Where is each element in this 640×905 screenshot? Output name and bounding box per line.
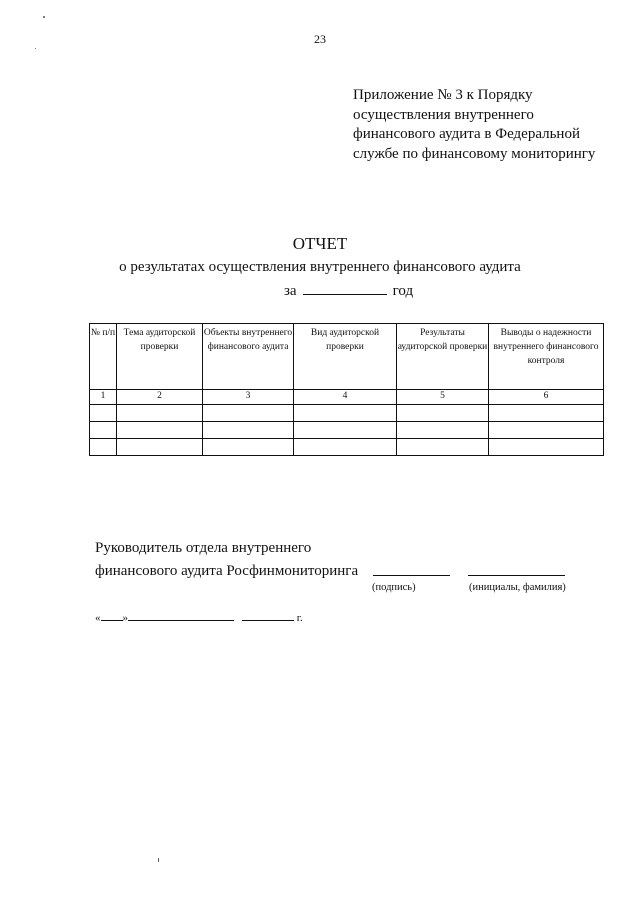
appendix-line: осуществления внутреннего <box>353 106 534 123</box>
signatory-title-line2: финансового аудита Росфинмониторинга <box>95 563 359 579</box>
table-cell[interactable] <box>117 405 203 422</box>
table-cell[interactable] <box>90 422 117 439</box>
scan-speck <box>35 48 36 49</box>
column-number: 1 <box>90 390 117 405</box>
table-cell[interactable] <box>397 405 489 422</box>
column-header-results: Результаты аудиторской проверки <box>397 324 489 390</box>
table-cell[interactable] <box>489 439 604 456</box>
table-cell[interactable] <box>397 439 489 456</box>
close-quote: » <box>122 612 128 624</box>
column-number: 5 <box>397 390 489 405</box>
table-cell[interactable] <box>117 422 203 439</box>
day-blank[interactable] <box>101 610 123 621</box>
column-number: 6 <box>489 390 604 405</box>
table-cell[interactable] <box>489 405 604 422</box>
table-cell[interactable] <box>294 439 397 456</box>
appendix-note <box>353 86 623 164</box>
table-cell[interactable] <box>203 439 294 456</box>
report-subtitle: о результатах осуществления внутреннего финансового аудита <box>119 259 521 275</box>
name-caption: (инициалы, фамилия) <box>469 582 566 593</box>
name-line[interactable] <box>468 575 565 576</box>
appendix-line: финансового аудита в Федеральной <box>353 126 580 142</box>
column-header-topic: Тема аудиторской проверки <box>117 324 203 390</box>
appendix-line: Приложение № 3 к Порядку <box>353 87 533 103</box>
date-line <box>95 610 303 624</box>
table-cell[interactable] <box>90 405 117 422</box>
table-cell[interactable] <box>117 439 203 456</box>
signature-line[interactable] <box>373 575 450 576</box>
table-row <box>90 422 604 439</box>
appendix-line: службе по финансовому мониторингу <box>353 145 596 162</box>
table-cell[interactable] <box>90 439 117 456</box>
table-cell[interactable] <box>203 422 294 439</box>
table-cell[interactable] <box>203 405 294 422</box>
scan-speck <box>158 858 159 862</box>
period-suffix: год <box>392 283 414 299</box>
column-header-type: Вид аудиторской проверки <box>294 324 397 390</box>
month-blank[interactable] <box>128 610 234 621</box>
column-number: 3 <box>203 390 294 405</box>
open-quote: « <box>95 612 101 624</box>
table-cell[interactable] <box>294 405 397 422</box>
signatory-title-line1: Руководитель отдела внутреннего <box>95 540 312 556</box>
column-number: 2 <box>117 390 203 405</box>
report-title: ОТЧЕТ <box>292 234 348 253</box>
column-header-number: № п/п <box>90 324 117 390</box>
column-header-conclusions: Выводы о надежности внутреннего финансового контроля <box>489 324 604 390</box>
table-cell[interactable] <box>294 422 397 439</box>
column-number-row <box>90 390 604 405</box>
period-year-blank[interactable] <box>303 282 387 295</box>
table-header-row <box>90 324 604 390</box>
scan-speck <box>43 16 45 18</box>
year-blank[interactable] <box>242 610 294 621</box>
audit-results-table <box>89 323 604 456</box>
table-row <box>90 439 604 456</box>
year-suffix: г. <box>296 612 303 624</box>
table-row <box>90 405 604 422</box>
page-number: 23 <box>314 32 326 46</box>
period-prefix: за <box>284 283 297 299</box>
table-cell[interactable] <box>397 422 489 439</box>
column-number: 4 <box>294 390 397 405</box>
table-cell[interactable] <box>489 422 604 439</box>
signature-caption: (подпись) <box>372 582 416 593</box>
column-header-objects: Объекты внутреннего финансового аудита <box>203 324 294 390</box>
report-period <box>284 282 413 300</box>
